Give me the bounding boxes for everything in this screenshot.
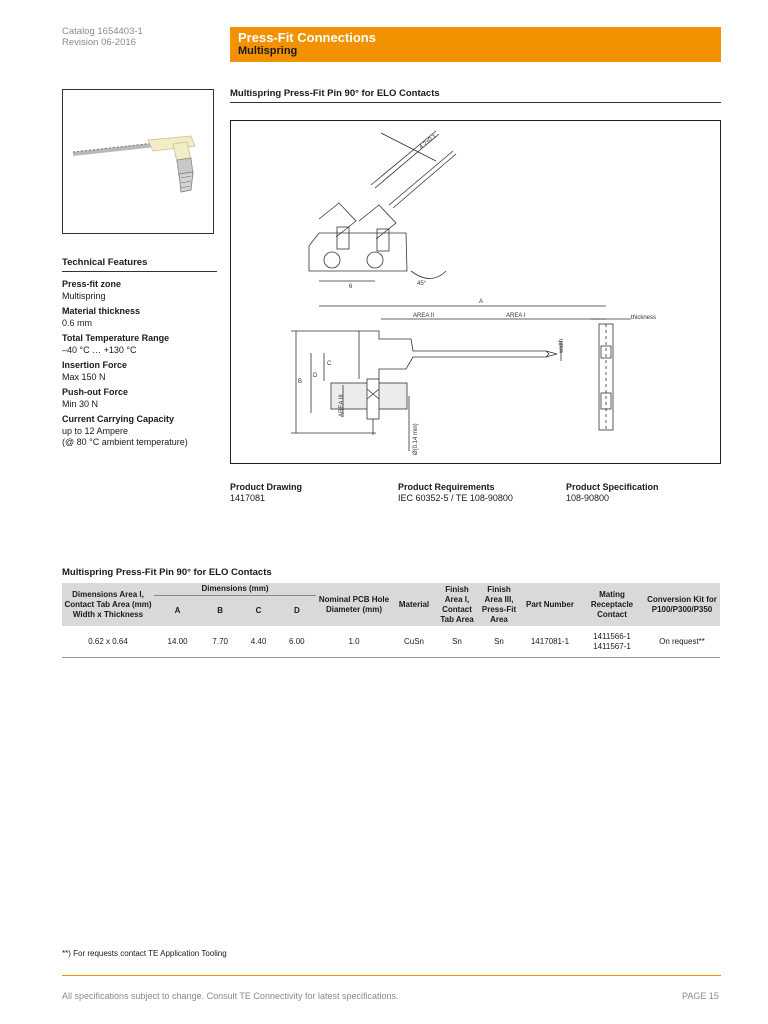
page-number: PAGE 15 bbox=[682, 991, 719, 1001]
catalog-number: Catalog 1654403-1 bbox=[62, 26, 143, 37]
product-drawing-value: 1417081 bbox=[230, 493, 266, 503]
spec-table bbox=[62, 583, 720, 658]
feature-label: Insertion Force bbox=[62, 360, 128, 370]
col-header-dims-mm: Dimensions (mm) bbox=[154, 583, 316, 596]
feature-label: Press-fit zone bbox=[62, 279, 122, 289]
drawing-title-rule bbox=[230, 102, 721, 103]
product-specification-label: Product Specification bbox=[566, 482, 659, 492]
product-photo bbox=[62, 89, 214, 234]
features-rule bbox=[62, 271, 217, 272]
col-header-material: Material bbox=[392, 583, 436, 626]
col-header-pcb: Nominal PCB Hole Diameter (mm) bbox=[316, 583, 392, 626]
mating-part-2: 1411567-1 bbox=[593, 641, 631, 651]
feature-item bbox=[62, 333, 217, 356]
dim-label-4-2: 4.2±0.1 bbox=[418, 133, 438, 151]
footer-rule bbox=[62, 975, 721, 976]
revision: Revision 06-2016 bbox=[62, 37, 136, 48]
area3-label: AREA III bbox=[339, 394, 345, 417]
press-fit-pin-image bbox=[63, 90, 213, 233]
cell-kit: On request** bbox=[644, 626, 720, 658]
col-header-a: A bbox=[154, 596, 201, 627]
features-title: Technical Features bbox=[62, 257, 148, 268]
feature-label: Material thickness bbox=[62, 306, 141, 316]
feature-value: –40 °C … +130 °C bbox=[62, 344, 137, 355]
product-drawing-info bbox=[230, 482, 302, 504]
features-list bbox=[62, 279, 217, 453]
product-requirements-value: IEC 60352-5 / TE 108-90800 bbox=[398, 493, 513, 503]
page-title: Press-Fit Connections bbox=[238, 30, 376, 45]
col-header-dims-area: Dimensions Area I, Contact Tab Area (mm) Width x Thickness bbox=[62, 583, 154, 626]
feature-item bbox=[62, 306, 217, 329]
col-header-part: Part Number bbox=[520, 583, 580, 626]
product-drawing-label: Product Drawing bbox=[230, 482, 303, 492]
feature-value: up to 12 Ampere bbox=[62, 425, 129, 436]
cell-finish1: Sn bbox=[436, 626, 478, 658]
cell-part: 1417081-1 bbox=[520, 626, 580, 658]
hole-dim-label: Ø(0.14 min) bbox=[413, 423, 419, 455]
cell-mating bbox=[580, 626, 644, 658]
cell-b: 7.70 bbox=[201, 626, 239, 658]
feature-item bbox=[62, 414, 217, 449]
table-row bbox=[62, 626, 720, 658]
col-header-kit: Conversion Kit for P100/P300/P350 bbox=[644, 583, 720, 626]
cell-d: 6.00 bbox=[278, 626, 316, 658]
cell-pcb: 1.0 bbox=[316, 626, 392, 658]
dim-label-A: A bbox=[479, 299, 484, 305]
cell-material: CuSn bbox=[392, 626, 436, 658]
dim-label-D: D bbox=[313, 373, 318, 379]
angle-label: 45° bbox=[417, 281, 427, 287]
cell-wxt: 0.62 x 0.64 bbox=[62, 626, 154, 658]
feature-value: Multispring bbox=[62, 290, 106, 301]
col-header-d: D bbox=[278, 596, 316, 627]
footnote: **) For requests contact TE Application Tooling bbox=[62, 949, 227, 958]
feature-label: Push-out Force bbox=[62, 387, 129, 397]
product-specification-value: 108-90800 bbox=[566, 493, 610, 503]
col-header-c: C bbox=[239, 596, 277, 627]
feature-item bbox=[62, 387, 217, 410]
width-label: width bbox=[559, 338, 565, 353]
page-subtitle: Multispring bbox=[238, 45, 298, 57]
cell-a: 14.00 bbox=[154, 626, 201, 658]
dim-label-B: B bbox=[298, 379, 303, 385]
mating-part-1: 1411566-1 bbox=[593, 631, 631, 641]
product-specification-info bbox=[566, 482, 659, 504]
technical-drawing bbox=[230, 120, 721, 464]
col-header-mating: Mating Receptacle Contact bbox=[580, 583, 644, 626]
area1-label: AREA I bbox=[506, 313, 526, 319]
feature-label: Current Carrying Capacity bbox=[62, 414, 175, 424]
cell-c: 4.40 bbox=[239, 626, 277, 658]
catalog-info bbox=[62, 26, 143, 48]
feature-item bbox=[62, 360, 217, 383]
thickness-label: thickness bbox=[631, 315, 657, 321]
area2-label: AREA II bbox=[413, 313, 435, 319]
table-title: Multispring Press-Fit Pin 90° for ELO Contacts bbox=[62, 567, 272, 578]
feature-value-note: (@ 80 °C ambient temperature) bbox=[62, 437, 188, 447]
footer-disclaimer: All specifications subject to change. Consult TE Connectivity for latest specifications. bbox=[62, 991, 399, 1001]
product-requirements-label: Product Requirements bbox=[398, 482, 495, 492]
col-header-b: B bbox=[201, 596, 239, 627]
col-header-finish1: Finish Area I, Contact Tab Area bbox=[436, 583, 478, 626]
dim-label-6: 6 bbox=[349, 284, 353, 290]
feature-item bbox=[62, 279, 217, 302]
cell-finish3: Sn bbox=[478, 626, 520, 658]
drawing-svg bbox=[231, 121, 720, 463]
col-header-finish3: Finish Area III, Press-Fit Area bbox=[478, 583, 520, 626]
drawing-section-title: Multispring Press-Fit Pin 90° for ELO Contacts bbox=[230, 88, 440, 99]
dim-label-C: C bbox=[327, 361, 332, 367]
feature-label: Total Temperature Range bbox=[62, 333, 170, 343]
feature-value: Max 150 N bbox=[62, 371, 106, 382]
header-banner bbox=[230, 27, 721, 62]
feature-value: 0.6 mm bbox=[62, 317, 93, 328]
feature-value: Min 30 N bbox=[62, 398, 99, 409]
product-requirements-info bbox=[398, 482, 513, 504]
